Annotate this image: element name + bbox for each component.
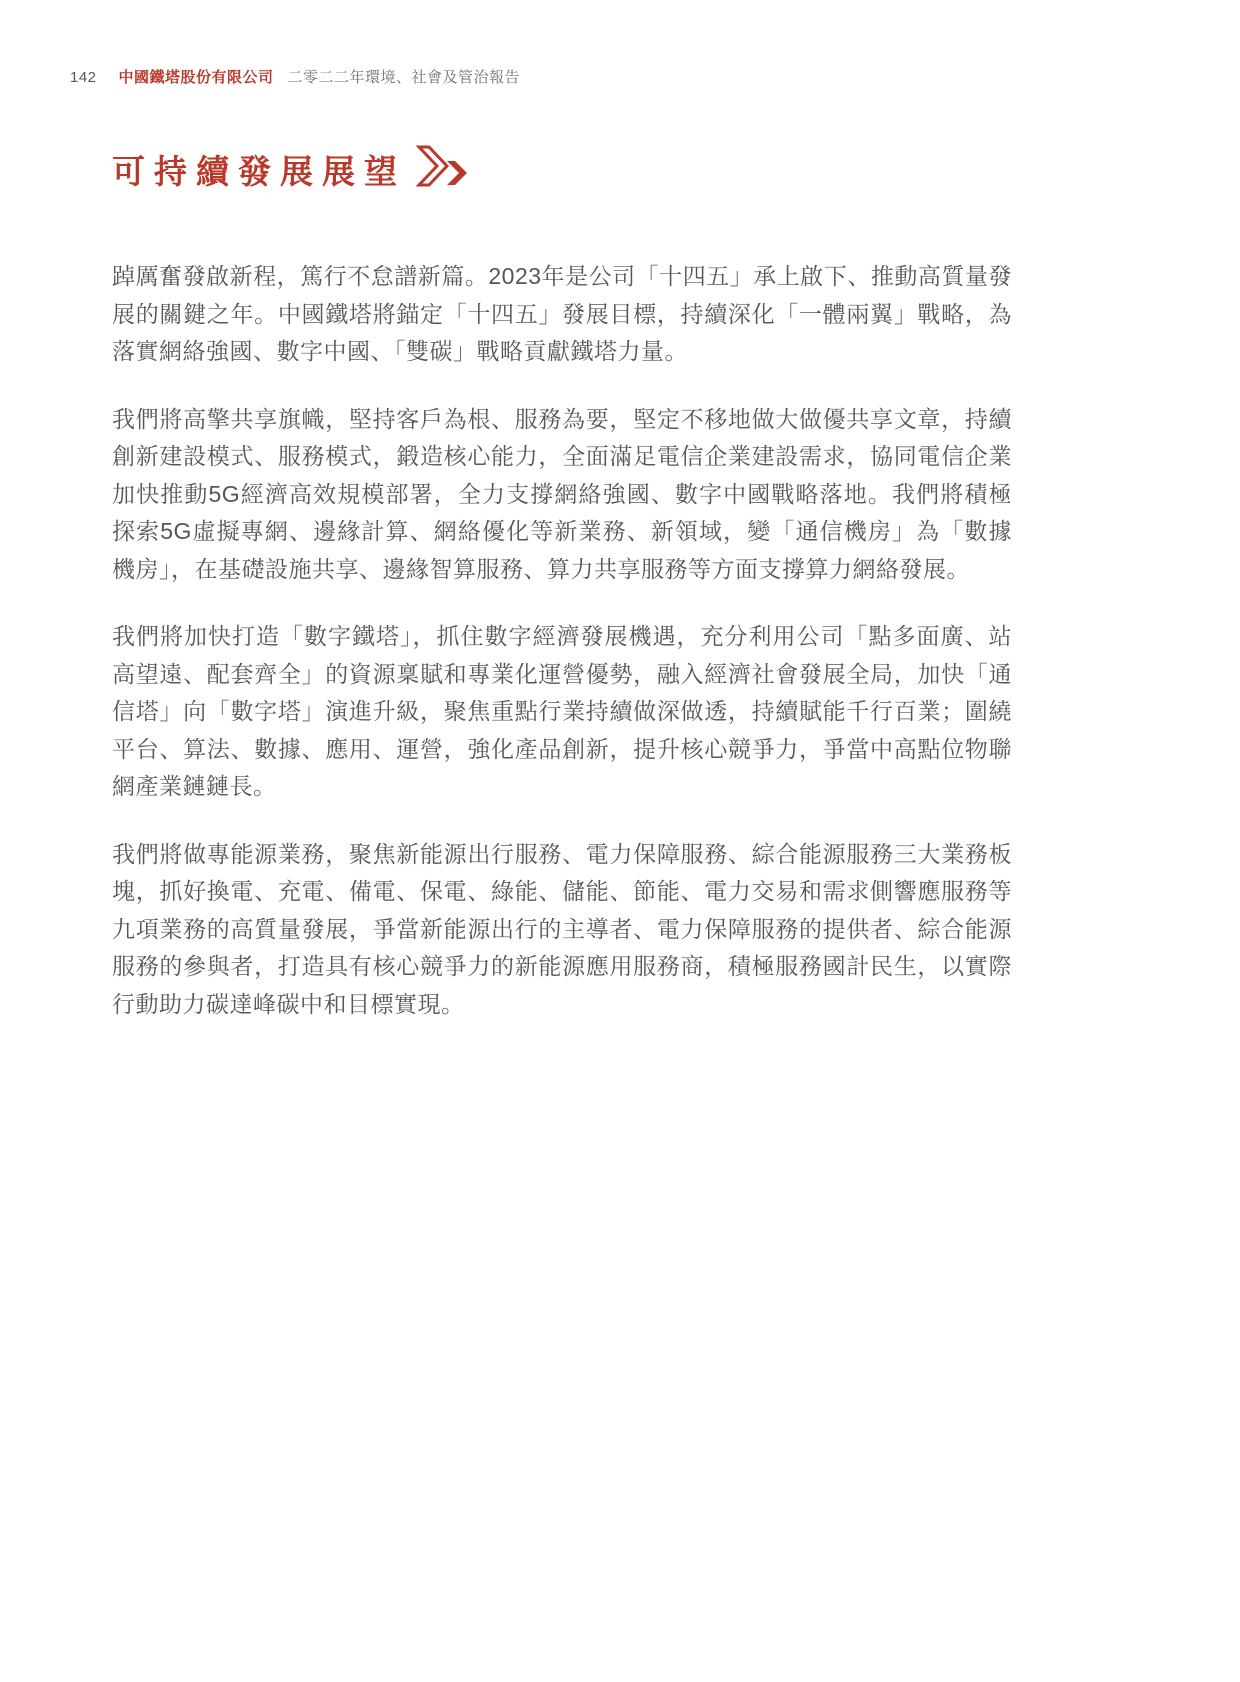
body-content xyxy=(112,258,1012,1053)
section-title xyxy=(112,144,468,200)
report-title: 二零二二年環境、社會及管治報告 xyxy=(287,69,521,86)
section-title-chevrons xyxy=(416,144,468,200)
paragraph-4: 我們將做專能源業務，聚焦新能源出行服務、電力保障服務、綜合能源服務三大業務板塊，抓好換電、充電、備電、保電、綠能、儲能、節能、電力交易和需求側響應服務等九項業務的高質量發展，爭當新能源出行的主導者、電力保障服務的提供者、綜合能源服務的參與者，打造具有核心競爭力的新能源應用服務商，積極服務國計民生，以實際行動助力碳達峰碳中和目標實現。 xyxy=(112,840,1012,1017)
page-number: 142 xyxy=(70,69,97,86)
chevron-solid-icon xyxy=(446,152,468,198)
paragraph-3: 我們將加快打造「數字鐵塔」，抓住數字經濟發展機遇，充分利用公司「點多面廣、站高望遠、配套齊全」的資源稟賦和專業化運營優勢，融入經濟社會發展全局，加快「通信塔」向「數字塔」演進升級，聚焦重點行業持續做深做透，持續賦能千行百業；圍繞平台、算法、數據、應用、運營，強化產品創新，提升核心競爭力，爭當中高點位物聯網產業鏈鏈長。 xyxy=(112,623,1012,799)
chevron-outline-icon xyxy=(416,144,450,200)
section-title-text: 可持續發展展望 xyxy=(112,153,406,190)
paragraph-2: 我們將高擎共享旗幟，堅持客戶為根、服務為要，堅定不移地做大做優共享文章，持續創新建設模式、服務模式，鍛造核心能力，全面滿足電信企業建設需求，協同電信企業加快推動5G經濟高效規模部署，全力支撐網絡強國、數字中國戰略落地。我們將積極探索5G虛擬專網、邊緣計算、網絡優化等新業務、新領域，變「通信機房」為「數據機房」，在基礎設施共享、邊緣智算服務、算力共享服務等方面支撐算力網絡發展。 xyxy=(112,405,1012,582)
page-header xyxy=(70,66,520,87)
company-name: 中國鐵塔股份有限公司 xyxy=(118,69,274,86)
paragraph-1: 踔厲奮發啟新程，篤行不怠譜新篇。2023年是公司「十四五」承上啟下、推動高質量發展的關鍵之年。中國鐵塔將錨定「十四五」發展目標，持續深化「一體兩翼」戰略，為落實網絡強國、數字中國、「雙碳」戰略貢獻鐵塔力量。 xyxy=(112,263,1012,364)
